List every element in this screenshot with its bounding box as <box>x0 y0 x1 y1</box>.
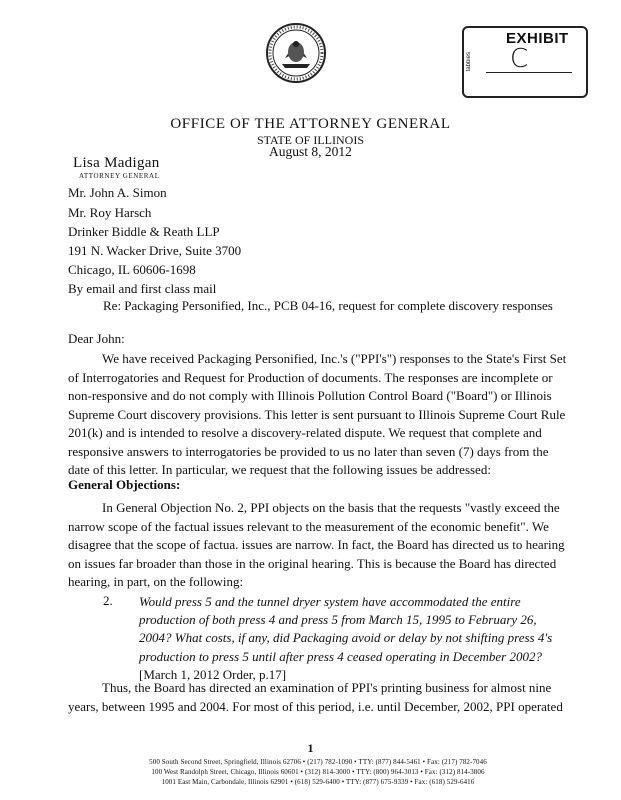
exhibit-label: EXHIBIT <box>506 30 569 47</box>
quote-text: Would press 5 and the tunnel dryer system have accommodated the entire production of both press 4 and press 5 from March 15, 1995 to February 26, 2004? What costs, if any, did Packaging avoid or delay by not shifting press 4's production to press 5 until after press 4 ceased operating in December 2002? <box>139 594 553 664</box>
objection-paragraph: In General Objection No. 2, PPI objects on the basis that the requests "vastly exceed the narrow scope of the factual issues relevant to the measurement of the economic benefit". We disagree that the scope of factua. issues are narrow. In fact, the Board has directed us to hearing on issues far broader than those in the original hearing. This is because the Board has directed hearing, in part, on the following: <box>68 500 565 589</box>
re-line: Re: Packaging Personified, Inc., PCB 04-16, request for complete discovery responses <box>103 298 553 313</box>
footer-line: 500 South Second Street, Springfield, Illinois 62706 • (217) 782-1090 • TTY: (877) 844-5461 • Fax: (217) 782-7046 <box>149 758 487 766</box>
state-name: STATE OF ILLINOIS <box>256 133 365 147</box>
salutation: Dear John: <box>68 331 125 346</box>
exhibit-side-text: tabbies <box>466 52 472 72</box>
state-seal-icon <box>265 22 327 84</box>
exhibit-sticker <box>462 26 588 98</box>
section-heading: General Objections: <box>68 477 181 492</box>
quoted-question <box>139 593 559 684</box>
address-line: Drinker Biddle & Reath LLP <box>68 224 220 239</box>
footer-line: 1001 East Main, Carbondale, Illinois 62901 • (618) 529-6400 • TTY: (877) 675-9339 • Fax: (618) 529-6416 <box>161 778 475 786</box>
exhibit-letter: C <box>510 44 529 74</box>
quote-number: 2. <box>103 593 113 608</box>
intro-paragraph: We have received Packaging Personified, Inc.'s ("PPI's") responses to the State's First Set of Interrogatories and Request for Production of documents. The responses are incomplete or non-responsive and do not comply with Illinois Pollution Control Board ("Board") or Illinois Supreme Court discovery provisions. This letter is sent pursuant to Illinois Supreme Court Rule 201(k) and is intended to resolve a discovery-related dispute. We request that complete and responsive answers to interrogatories be provided to us no later than seven (7) days from the date of this letter. In particular, we request that the following issues be addressed: <box>68 351 567 477</box>
exhibit-underline <box>486 72 572 73</box>
quote-citation: [March 1, 2012 Order, p.17] <box>139 666 287 682</box>
office-title: OFFICE OF THE ATTORNEY GENERAL <box>170 116 451 132</box>
address-line: Mr. Roy Harsch <box>68 205 152 220</box>
address-line: Mr. John A. Simon <box>68 185 167 200</box>
page-number: 1 <box>307 741 314 755</box>
footer-line: 100 West Randolph Street, Chicago, Illinois 60601 • (312) 814-3000 • TTY: (800) 964-3013 • Fax: (312) 814-3806 <box>151 768 485 776</box>
attorney-general-title: ATTORNEY GENERAL <box>79 172 160 180</box>
letter-date: August 8, 2012 <box>269 144 352 159</box>
closing-paragraph: Thus, the Board has directed an examination of PPI's printing business for almost nine years, between 1995 and 2004. For most of this period, i.e. until December, 2002, PPI operated <box>68 680 563 714</box>
address-line: By email and first class mail <box>68 281 217 296</box>
attorney-general-name: Lisa Madigan <box>73 155 160 171</box>
address-line: 191 N. Wacker Drive, Suite 3700 <box>68 243 242 258</box>
address-line: Chicago, IL 60606-1698 <box>68 262 196 277</box>
